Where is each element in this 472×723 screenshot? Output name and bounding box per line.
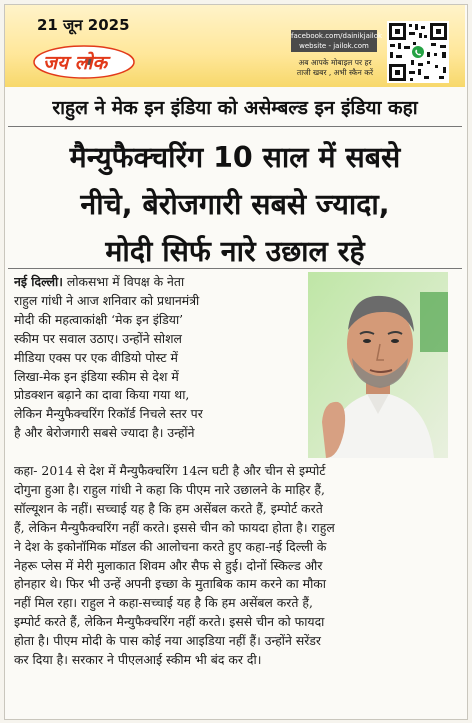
body-line: मोदी की महत्वाकांक्षी ‘मेक इन इंडिया’: [14, 311, 184, 327]
body-line: लेकिन मैन्युफैक्चरिंग रिकॉर्ड निचले स्तर पर: [14, 406, 203, 422]
article-body: [14, 462, 454, 670]
article-first-line: [14, 273, 306, 292]
body-line: प्रोडक्शन बढ़ाने का दावा किया गया था,: [14, 387, 190, 403]
leader-portrait-photo: [308, 272, 448, 458]
website-link[interactable]: website - jailok.com: [299, 42, 369, 50]
body-line: नेहरू प्लेस में मेरी मुलाकात शिवम और सैफ से हुई। दोनों स्किल्ड और: [14, 557, 323, 573]
body-line: ने देश के इकोनॉमिक मॉडल की आलोचना करते हुए कहा-नई दिल्ली के: [14, 538, 327, 554]
body-line: लिखा-मेक इन इंडिया स्कीम से देश में: [14, 368, 179, 384]
edition-date: 21 जून 2025: [37, 16, 130, 34]
scan-tagline: [291, 58, 379, 78]
tagline-line: ताजी खबर , अभी स्कैन करें: [296, 68, 374, 77]
body-line: है और बेरोजगारी सबसे ज्यादा है। उन्होंने: [14, 425, 195, 441]
headline-line: मैन्युफैक्चरिंग 10 साल में सबसे: [69, 141, 401, 174]
body-line: दोगुना हुआ है। राहुल गांधी ने कहा कि पीएम नारे उछालने के माहिर हैं,: [14, 481, 325, 497]
body-line: स्कीम पर सवाल उठाए। उन्होंने सोशल: [14, 330, 182, 346]
logo-text: जय लोक: [43, 52, 108, 74]
masthead: [5, 5, 465, 87]
headline-line: मोदी सिर्फ नारे उछाल रहे: [105, 235, 365, 268]
body-line: हैं, लेकिन मैन्युफैक्चरिंग नहीं करते। इससे चीन को फायदा होता है। राहुल: [14, 519, 335, 535]
body-line: इम्पोर्ट करते हैं, लेकिन मैन्युफैक्चरिंग नहीं करते। इससे चीन को फायदा: [14, 614, 325, 630]
article-intro: [14, 273, 306, 443]
kicker-headline: राहुल ने मेक इन इंडिया को असेम्बल्ड इन इंडिया कहा: [52, 97, 418, 119]
social-links-box: [291, 30, 383, 52]
main-headline: [8, 134, 462, 275]
first-line-text: लोकसभा में विपक्ष के नेता: [66, 274, 185, 289]
body-line: कहा- 2014 से देश में मैन्युफैक्चरिंग 14त्न घटी है और चीन से इम्पोर्ट: [14, 463, 326, 478]
divider-top: [8, 126, 462, 127]
headline-line: नीचे, बेरोजगारी सबसे ज्यादा,: [80, 188, 390, 221]
facebook-link[interactable]: facebook.com/dainikjailok: [291, 32, 383, 40]
body-line: कर दिया है। सरकार ने पीएलआई स्कीम भी बंद कर दी।: [14, 652, 262, 668]
dateline: नई दिल्ली।: [14, 274, 63, 289]
tagline-line: अब आपके मोबाइल पर हर: [298, 58, 372, 67]
body-line: मीडिया एक्स पर एक वीडियो पोस्ट में: [14, 349, 178, 365]
body-line: सॉल्यूशन के नहीं। सच्चाई यह है कि हम असेंबल करते हैं, इम्पोर्ट करते: [14, 500, 323, 516]
body-line: नहीं मिल रहा। राहुल ने कहा-सच्चाई यह है कि हम असेंबल करते हैं,: [14, 595, 313, 611]
body-line: होनहार थे। फिर भी उन्हें अपनी इच्छा के मुताबिक काम करने का मौका: [14, 576, 327, 592]
body-line: होता है। पीएम मोदी के पास कोई नया आइडिया नहीं हैं। उन्होंने सरेंडर: [14, 633, 321, 649]
divider-bottom: [8, 268, 462, 269]
body-line: राहुल गांधी ने आज शनिवार को प्रधानमंत्री: [14, 292, 200, 308]
newspaper-logo[interactable]: [33, 45, 135, 81]
qr-code-icon[interactable]: [387, 21, 449, 83]
